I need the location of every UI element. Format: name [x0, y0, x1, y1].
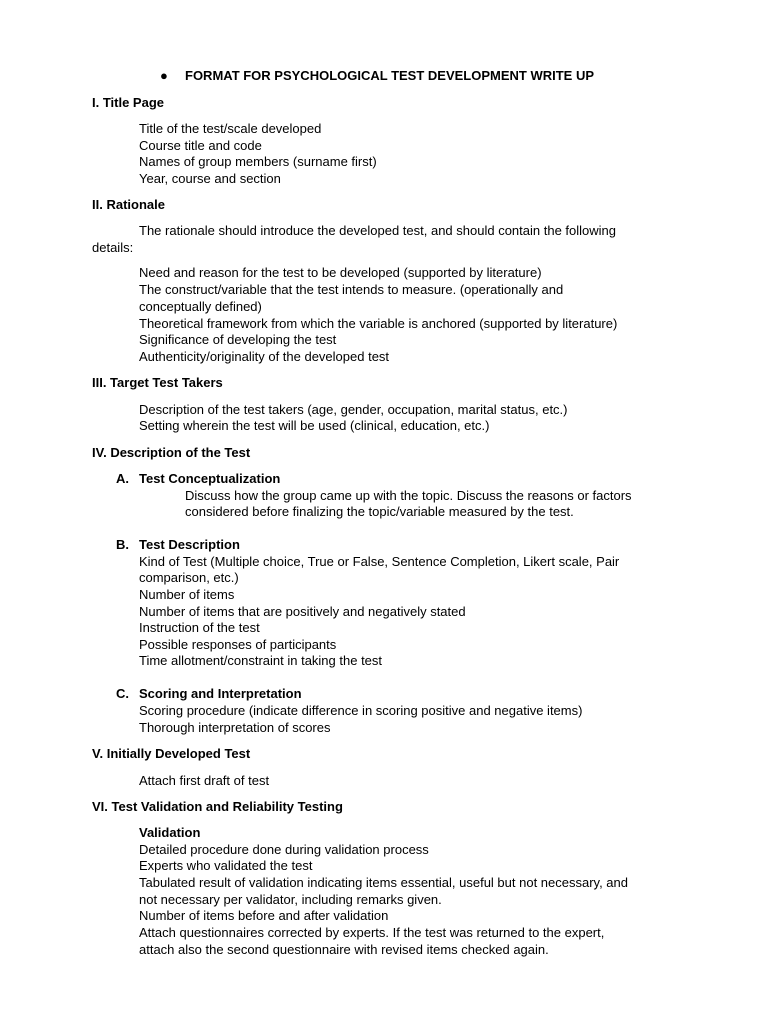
list-item: Number of items: [139, 587, 235, 602]
list-item: not necessary per validator, including remarks given.: [139, 891, 442, 907]
section-heading-validation: VI. Test Validation and Reliability Testing: [92, 798, 343, 814]
subsection-marker-b: B.: [116, 537, 129, 552]
list-item: Time allotment/constraint in taking the test: [139, 653, 383, 668]
list-item: Number of items that are positively and negatively stated: [139, 603, 466, 619]
subsection-title-test-conceptualization: Test Conceptualization: [139, 471, 281, 486]
list-item: Description of the test takers (age, gender, occupation, marital status, etc.): [139, 401, 568, 417]
list-item: The construct/variable that the test intends to measure. (operationally and: [139, 282, 564, 297]
list-item: Experts who validated the test: [139, 858, 313, 873]
list-item: Attach first draft of test: [139, 773, 270, 788]
list-item: Detailed procedure done during validation process: [139, 841, 429, 857]
paragraph-line: Discuss how the group came up with the topic. Discuss the reasons or factors: [185, 487, 632, 503]
list-item: Tabulated result of validation indicating items essential, useful but not necessary, and: [139, 875, 628, 890]
section-heading-rationale: II. Rationale: [92, 197, 165, 212]
list-item: Title of the test/scale developed: [139, 121, 322, 136]
list-item: conceptually defined): [139, 298, 262, 314]
subsection-title-scoring: Scoring and Interpretation: [139, 686, 302, 701]
paragraph-line: details:: [92, 239, 134, 255]
list-item: Significance of developing the test: [139, 332, 337, 347]
list-item: Scoring procedure (indicate difference in scoring positive and negative items): [139, 703, 583, 718]
list-item: Setting wherein the test will be used (clinical, education, etc.): [139, 418, 490, 433]
section-heading-description: IV. Description of the Test: [92, 444, 251, 460]
list-item: Year, course and section: [139, 170, 281, 186]
list-item: Instruction of the test: [139, 620, 260, 635]
list-item: Kind of Test (Multiple choice, True or False, Sentence Completion, Likert scale, Pair: [139, 553, 620, 569]
list-item: Number of items before and after validation: [139, 908, 389, 923]
section-heading-title-page: I. Title Page: [92, 95, 165, 110]
list-item: Theoretical framework from which the variable is anchored (supported by literature): [139, 315, 618, 331]
section-heading-target-test-takers: III. Target Test Takers: [92, 375, 223, 390]
subheading-validation: Validation: [139, 825, 201, 840]
list-item: Thorough interpretation of scores: [139, 719, 331, 735]
list-item: Attach questionnaires corrected by experts. If the test was returned to the expert,: [139, 925, 605, 940]
list-item: attach also the second questionnaire with revised items checked again.: [139, 941, 549, 957]
title-bullet: ●: [160, 68, 168, 83]
subsection-title-test-description: Test Description: [139, 537, 240, 552]
list-item: Need and reason for the test to be developed (supported by literature): [139, 265, 542, 280]
paragraph-line: The rationale should introduce the developed test, and should contain the following: [139, 223, 616, 238]
list-item: Names of group members (surname first): [139, 154, 377, 169]
subsection-marker-a: A.: [116, 471, 129, 486]
list-item: Authenticity/originality of the developed test: [139, 348, 390, 364]
section-heading-initial-test: V. Initially Developed Test: [92, 746, 251, 761]
list-item: comparison, etc.): [139, 570, 239, 585]
list-item: Course title and code: [139, 137, 262, 153]
document-title: FORMAT FOR PSYCHOLOGICAL TEST DEVELOPMENT WRITE UP: [185, 68, 595, 83]
subsection-marker-c: C.: [116, 686, 129, 701]
list-item: Possible responses of participants: [139, 636, 337, 652]
paragraph-line: considered before finalizing the topic/variable measured by the test.: [185, 504, 574, 519]
